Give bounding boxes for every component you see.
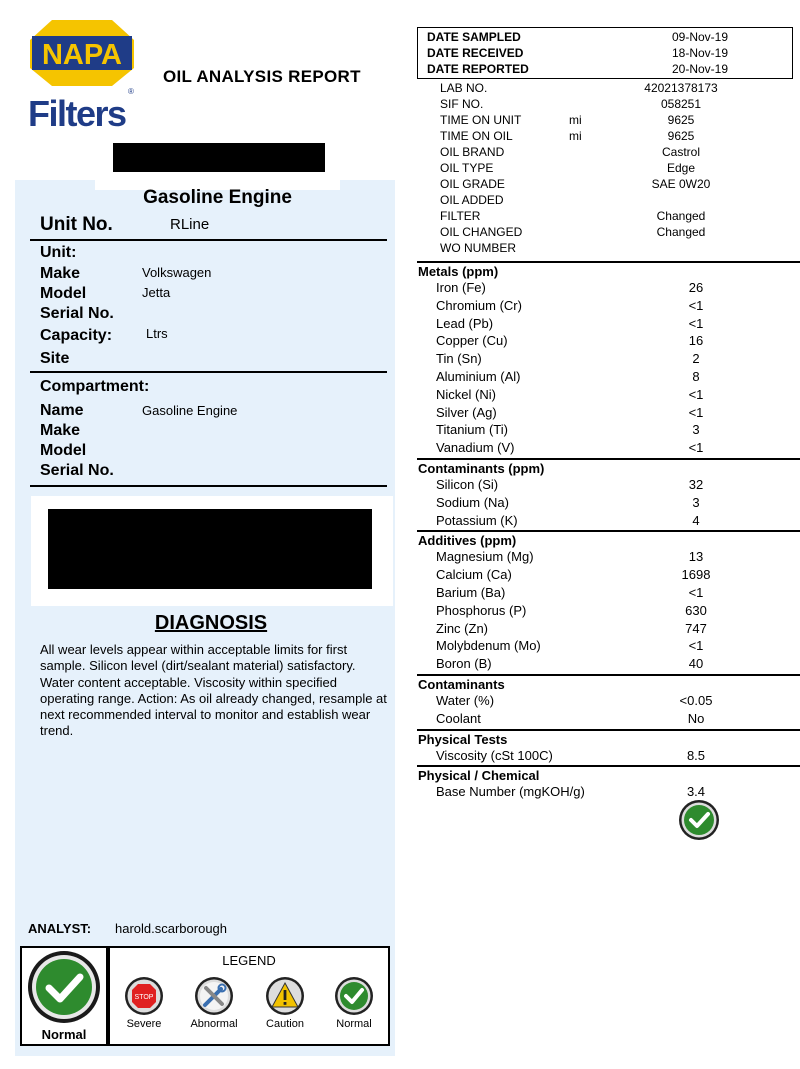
result-row — [436, 585, 800, 603]
section-divider — [417, 261, 800, 263]
result-label: Lead (Pb) — [436, 315, 494, 331]
section-title: Physical / Chemical — [418, 768, 540, 784]
result-row — [436, 333, 800, 351]
result-value: 1698 — [681, 567, 711, 583]
sample-info-row — [440, 225, 790, 241]
check-icon — [25, 950, 103, 1024]
section-title: Physical Tests — [418, 731, 508, 747]
date-row — [418, 46, 792, 62]
info-value: Changed — [656, 209, 706, 223]
date-row — [418, 30, 792, 46]
info-value: 9625 — [667, 113, 695, 127]
result-value: 13 — [688, 549, 704, 565]
info-label: TIME ON OIL — [440, 129, 513, 143]
divider — [30, 239, 387, 241]
result-row — [436, 603, 800, 621]
section-title: Contaminants — [418, 677, 505, 692]
result-row — [436, 477, 800, 495]
result-value: 32 — [688, 477, 704, 492]
report-title: OIL ANALYSIS REPORT — [163, 67, 361, 86]
result-label: Silicon (Si) — [436, 477, 499, 492]
sample-info-row — [440, 113, 790, 129]
section-divider — [417, 458, 800, 460]
info-value: 9625 — [667, 129, 695, 143]
model-label: Model — [40, 285, 87, 302]
site-label: Site — [40, 350, 70, 367]
result-value: 3 — [692, 422, 700, 438]
result-label: Vanadium (V) — [436, 440, 515, 456]
result-label: Water (%) — [436, 693, 495, 708]
legend-item-abnormal — [182, 976, 246, 1030]
compartment-name-value: Gasoline Engine — [142, 403, 238, 418]
section-title: Additives (ppm) — [418, 533, 517, 549]
make-value: Volkswagen — [142, 265, 212, 280]
result-row — [436, 351, 800, 369]
result-value: 16 — [688, 333, 704, 349]
result-value: <1 — [688, 440, 704, 456]
result-row — [436, 748, 800, 766]
section-divider — [417, 765, 800, 767]
model-value: Jetta — [142, 285, 171, 300]
result-row — [436, 387, 800, 405]
result-value: <1 — [688, 297, 704, 313]
analyst-label: ANALYST: — [28, 921, 92, 936]
section-divider — [417, 530, 800, 532]
legend-label: Caution — [266, 1018, 304, 1030]
result-row — [436, 440, 800, 458]
result-value: 3 — [692, 494, 700, 510]
make-label: Make — [40, 265, 81, 282]
legend-item-normal — [322, 976, 386, 1030]
svg-text:STOP: STOP — [134, 994, 154, 1001]
date-value: 20-Nov-19 — [671, 62, 729, 76]
legend-label: Abnormal — [190, 1018, 238, 1030]
unit-no-label: Unit No. — [40, 214, 113, 235]
diagnosis-title: DIAGNOSIS — [154, 612, 268, 634]
info-label: OIL GRADE — [440, 177, 505, 191]
legend-label: Normal — [336, 1018, 372, 1030]
result-label: Calcium (Ca) — [436, 567, 512, 583]
result-label: Nickel (Ni) — [436, 386, 496, 402]
result-row — [436, 495, 800, 513]
redacted-block-middle — [48, 509, 372, 589]
result-row — [436, 422, 800, 440]
sample-info-row — [440, 161, 790, 177]
svg-text:®: ® — [128, 87, 134, 96]
analyst-name: harold.scarborough — [115, 921, 228, 936]
sample-info-row — [440, 145, 790, 161]
info-value: Changed — [656, 225, 706, 239]
result-row — [436, 280, 800, 298]
info-label: TIME ON UNIT — [440, 113, 522, 127]
stop-icon — [124, 976, 164, 1016]
date-value: 18-Nov-19 — [671, 46, 729, 60]
result-row — [436, 711, 800, 729]
result-value: 2 — [692, 351, 700, 367]
divider — [30, 485, 387, 487]
logo-product-text: Filters — [28, 93, 126, 132]
result-row — [436, 369, 800, 387]
result-value: 630 — [685, 602, 707, 618]
result-row — [436, 316, 800, 334]
result-row — [436, 693, 800, 711]
date-row — [418, 62, 792, 78]
result-label: Phosphorus (P) — [436, 602, 527, 618]
result-label: Boron (B) — [436, 656, 492, 672]
serial-label: Serial No. — [40, 305, 114, 322]
info-label: OIL ADDED — [440, 193, 504, 207]
section-title: Metals (ppm) — [418, 264, 499, 279]
result-label: Aluminium (Al) — [436, 369, 521, 384]
sample-info-row — [440, 177, 790, 193]
legend-item-severe — [112, 976, 176, 1030]
info-label: LAB NO. — [440, 81, 488, 95]
result-value: 40 — [688, 656, 704, 672]
result-value: 8.5 — [686, 747, 706, 763]
result-label: Chromium (Cr) — [436, 297, 522, 313]
result-label: Base Number (mgKOH/g) — [436, 784, 585, 800]
diagnosis-text: All wear levels appear within acceptable limits for first sample. Silicon level (dirt/sealant material) satisfactory. Water content acceptable. Viscosity within specified operating range. Action: As oil already changed, resample at next recommended interval to monitor and establish wear trend. — [40, 642, 387, 739]
tools-icon — [194, 976, 234, 1016]
result-label: Viscosity (cSt 100C) — [436, 747, 553, 763]
sample-info-row — [440, 81, 790, 97]
result-label: Magnesium (Mg) — [436, 549, 534, 565]
result-value: <0.05 — [679, 693, 713, 708]
unit-section-label: Unit: — [40, 244, 77, 261]
result-label: Copper (Cu) — [436, 333, 508, 349]
info-label: FILTER — [440, 209, 481, 223]
info-value: 058251 — [660, 97, 702, 111]
result-label: Tin (Sn) — [436, 351, 482, 367]
status-label: Normal — [41, 1027, 87, 1042]
date-label: DATE SAMPLED — [427, 30, 521, 44]
result-value: <1 — [688, 638, 704, 654]
redacted-block-top — [113, 143, 325, 173]
result-check-icon — [678, 799, 720, 841]
result-label: Zinc (Zn) — [436, 620, 488, 636]
result-value: <1 — [688, 315, 704, 331]
date-label: DATE RECEIVED — [427, 46, 524, 60]
compartment-section-label: Compartment: — [40, 378, 150, 395]
result-label: Coolant — [436, 710, 481, 726]
compartment-serial-label: Serial No. — [40, 462, 114, 479]
result-value: 3.4 — [686, 784, 706, 800]
result-value: <1 — [688, 585, 704, 600]
capacity-value: Ltrs — [146, 326, 168, 341]
sample-info-row — [440, 129, 790, 145]
unit-no-value: RLine — [170, 216, 210, 233]
info-label: SIF NO. — [440, 97, 484, 111]
result-label: Potassium (K) — [436, 512, 518, 528]
result-value: <1 — [688, 386, 704, 402]
dates-box — [417, 27, 793, 79]
legend-title: LEGEND — [222, 953, 276, 968]
compartment-name-label: Name — [40, 402, 84, 419]
result-row — [436, 621, 800, 639]
result-row — [436, 513, 800, 531]
section-divider — [417, 729, 800, 731]
result-row — [436, 656, 800, 674]
capacity-label: Capacity: — [40, 327, 113, 344]
sample-info-row — [440, 193, 790, 209]
result-row — [436, 298, 800, 316]
check-icon — [334, 976, 374, 1016]
info-label: OIL CHANGED — [440, 225, 523, 239]
info-value: 42021378173 — [644, 81, 718, 95]
legend-label: Severe — [126, 1018, 162, 1030]
warning-icon — [265, 976, 305, 1016]
sample-info-row — [440, 209, 790, 225]
logo-brand-text: NAPA — [41, 39, 123, 71]
info-value: Castrol — [661, 145, 700, 159]
result-label: Silver (Ag) — [436, 404, 497, 420]
info-label: OIL TYPE — [440, 161, 494, 175]
result-label: Barium (Ba) — [436, 585, 506, 600]
info-value: SAE 0W20 — [651, 177, 711, 191]
status-box — [20, 946, 108, 1046]
result-row — [436, 549, 800, 567]
info-label: WO NUMBER — [440, 241, 516, 255]
result-value: No — [687, 710, 705, 726]
result-label: Molybdenum (Mo) — [436, 638, 541, 654]
info-value: Edge — [666, 161, 696, 175]
engine-heading: Gasoline Engine — [143, 187, 292, 208]
result-label: Iron (Fe) — [436, 280, 486, 295]
result-value: 26 — [688, 280, 704, 295]
info-unit: mi — [569, 129, 582, 143]
divider — [30, 371, 387, 373]
compartment-model-label: Model — [40, 442, 87, 459]
result-label: Sodium (Na) — [436, 494, 509, 510]
result-row — [436, 784, 800, 802]
result-value: 747 — [685, 620, 707, 636]
sample-info-row — [440, 97, 790, 113]
napa-filters-logo — [24, 14, 148, 132]
result-row — [436, 567, 800, 585]
legend-item-caution — [253, 976, 317, 1030]
info-unit: mi — [569, 113, 582, 127]
result-value: <1 — [688, 404, 704, 420]
result-row — [436, 405, 800, 423]
sample-info-row — [440, 241, 790, 257]
section-title: Contaminants (ppm) — [418, 461, 545, 476]
date-value: 09-Nov-19 — [671, 30, 729, 44]
info-label: OIL BRAND — [440, 145, 505, 159]
result-row — [436, 638, 800, 656]
result-value: 4 — [692, 512, 700, 528]
date-label: DATE REPORTED — [427, 62, 529, 76]
result-label: Titanium (Ti) — [436, 422, 508, 438]
section-divider — [417, 674, 800, 676]
compartment-make-label: Make — [40, 422, 81, 439]
result-value: 8 — [692, 369, 700, 384]
legend-box — [108, 946, 390, 1046]
